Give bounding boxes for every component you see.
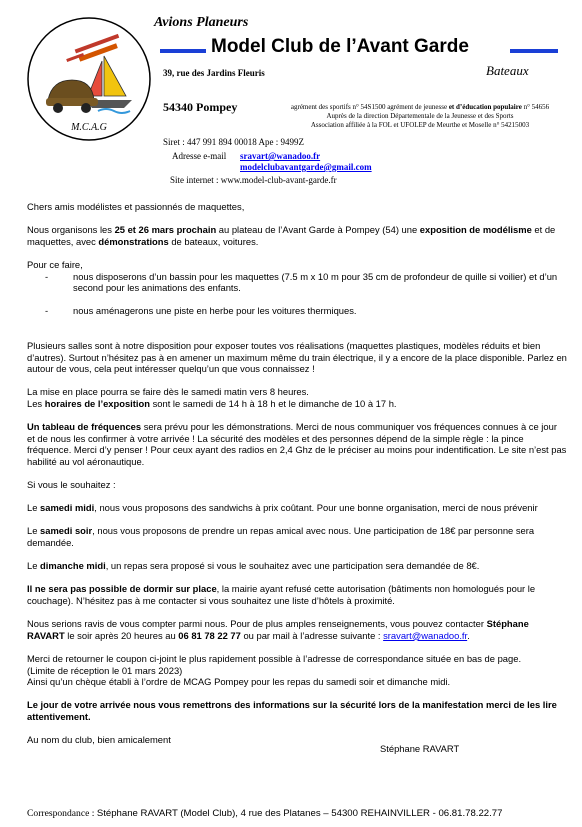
club-name-title: Model Club de l’Avant Garde	[211, 36, 469, 57]
contact-email-link[interactable]: sravart@wanadoo.fr	[383, 629, 468, 641]
email-label: Adresse e-mail	[172, 151, 227, 161]
agrement-line-2: Auprès de la direction Départementale de la Jeunesse et des Sports	[326, 112, 514, 120]
agrement-line-3: Association affiliée à la FOL et UFOLEP de Meurthe et Moselle n° 54215003	[310, 121, 530, 129]
agrement-line-1c: n° 54656	[521, 103, 550, 111]
pour-ce-faire: Pour ce faire,	[27, 258, 83, 270]
paragraph-securite: Le jour de votre arrivée nous vous remettrons des informations sur la sécurité lors de la manifestation merci de les lire attentivement.	[27, 699, 557, 722]
footer-label: Correspondance :	[27, 808, 97, 819]
bullet-dash: -	[45, 305, 49, 317]
header-rule-right	[510, 49, 558, 53]
si-vous-souhaitez: Si vous le souhaitez :	[27, 479, 116, 491]
logo-text: M.C.A.G	[71, 122, 107, 133]
paragraph-horaires: La mise en place pourra se faire dès le samedi matin vers 8 heures. Les horaires de l’exposition sont le samedi de 14 h à 18 h et le dimanche de 10 à 17 h.	[27, 386, 397, 409]
bullet-text: nous aménagerons une piste en herbe pour les voitures thermiques.	[73, 305, 357, 317]
letter-body	[27, 201, 567, 757]
bullet-text: nous disposerons d’un bassin pour les maquettes (7.5 m x 10 m pour 35 cm de profondeur de quille si voilier) et d’un second pour les animations des enfants.	[73, 270, 558, 294]
agrement-line-1a: agrément des sportifs n° 54S1500 agrément de jeunesse	[290, 103, 449, 111]
bullet-bassin	[45, 271, 567, 294]
website-line: Site internet : www.model-club-avant-garde.fr	[170, 175, 337, 185]
siret-line: Siret : 447 991 894 00018 Ape : 9499Z	[163, 137, 304, 147]
email-link-1[interactable]: sravart@wanadoo.fr	[240, 151, 321, 161]
paragraph-intro: Nous organisons les 25 et 26 mars prochain au plateau de l’Avant Garde à Pompey (54) une exposition de modélisme et de maquettes, avec démonstrations de bateaux, voitures.	[27, 224, 556, 247]
footer-correspondance	[27, 808, 502, 819]
email-link-2[interactable]: modelclubavantgarde@gmail.com	[240, 162, 372, 172]
club-logo	[26, 16, 152, 142]
paragraph-contact: Nous serions ravis de vous compter parmi nous. Pour de plus amples renseignements, vous pouvez contacter Stéphane RAVART le soir après 20 heures au 06 81 78 22 77 ou par mail à l’adresse suivante : sravart@wanadoo.fr.	[27, 618, 529, 641]
signature: Stéphane RAVART	[380, 743, 460, 754]
paragraph-frequences: Un tableau de fréquences sera prévu pour les démonstrations. Merci de nous communiquer vos fréquences connues à ce jour et de nous les confirmer à votre arrivée ! La sécurité des modèles et des personnes dépend de la simple règle : la pince fréquence. Merci d’y penser ! Pour ceux ayant des radios en 2,4 Ghz de le préciser au moins pour indentification. Le site n’est pas habilité au vol aéronautique.	[27, 421, 567, 467]
header-rule-left	[160, 49, 206, 53]
club-city: 54340 Pompey	[163, 100, 238, 114]
club-address: 39, rue des Jardins Fleuris	[163, 68, 265, 78]
agrement-line-1b: et d’éducation populaire	[448, 103, 522, 111]
greeting: Chers amis modélistes et passionnés de maquettes,	[27, 201, 245, 212]
closing: Au nom du club, bien amicalement	[27, 734, 171, 746]
paragraph-dimanche: Le dimanche midi, un repas sera proposé si vous le souhaitez avec une participation sera demandée de 8€.	[27, 560, 480, 572]
footer-text: Stéphane RAVART (Model Club), 4 rue des Platanes – 54300 REHAINVILLER - 06.81.78.22.77	[96, 808, 503, 819]
agrement-block	[272, 103, 568, 130]
paragraph-samedi-midi: Le samedi midi, nous vous proposons des sandwichs à prix coûtant. Pour une bonne organisation, merci de nous prévenir	[27, 502, 538, 514]
paragraph-dormir: Il ne sera pas possible de dormir sur place, la mairie ayant refusé cette autorisation (bâtiments non homologués pour le couchage). N’hésitez pas à me contacter si vous souhaitez une liste d’hôtels à proximité.	[27, 583, 536, 606]
header-bateaux: Bateaux	[486, 63, 529, 78]
header-avions-planeurs: Avions Planeurs	[154, 15, 249, 30]
paragraph-salles: Plusieurs salles sont à notre disposition pour exposer toutes vos réalisations (maquettes plastiques, modèles réduits et bien d’autres). Surtout n’hésitez pas à en amener un maximum même du train électrique, il y a encore de la place disponible. Parlez en autour de vous, cela peut intéresser quelqu’un que vous connaissez !	[27, 339, 567, 375]
paragraph-coupon: Merci de retourner le coupon ci-joint le plus rapidement possible à l’adresse de correspondance située en bas de page. (Limite de réception le 01 mars 2023) Ainsi qu’un chèque établi à l’ordre de MCAG Pompey pour les repas du samedi soir et dimanche midi.	[27, 652, 522, 688]
paragraph-samedi-soir: Le samedi soir, nous vous proposons de prendre un repas amical avec nous. Une participation de 18€ par personne sera demandée.	[27, 525, 535, 549]
bullet-piste	[45, 305, 567, 317]
bullet-dash: -	[45, 270, 49, 282]
